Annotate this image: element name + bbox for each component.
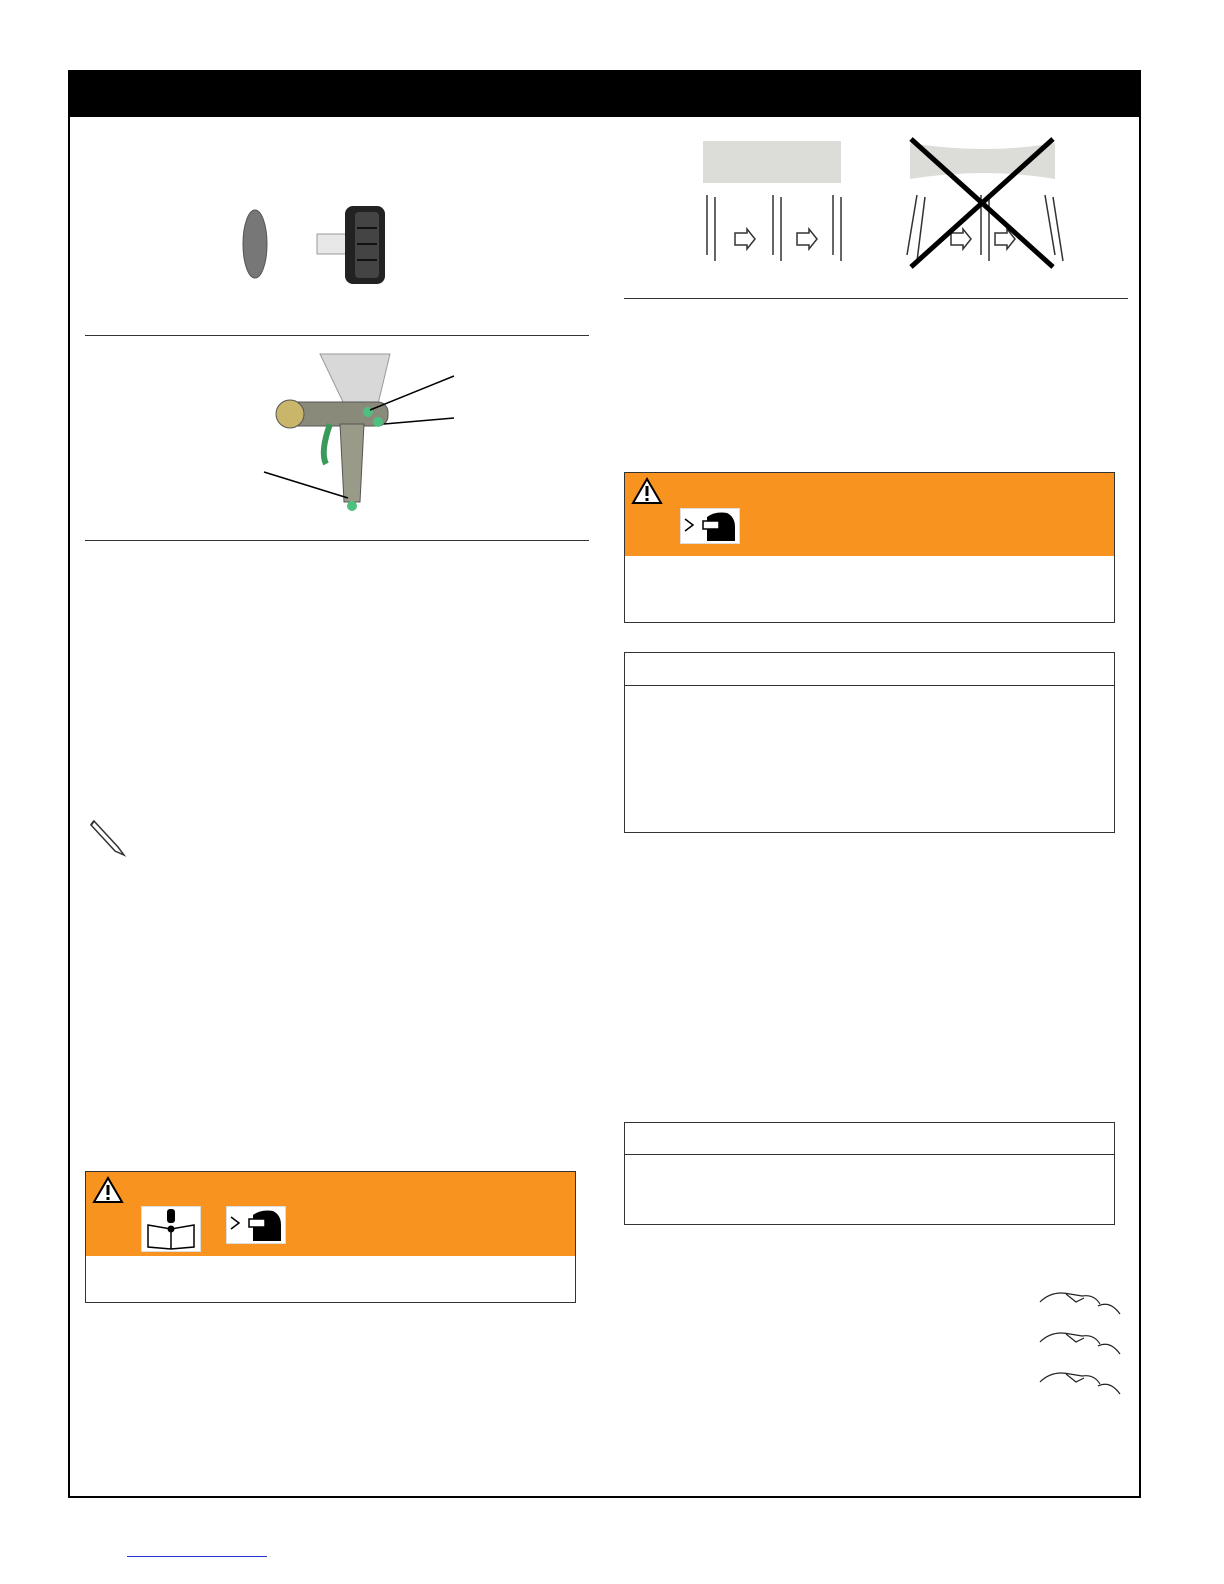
note-pencil-icon (88, 817, 128, 857)
read-manual-icon (141, 1206, 201, 1252)
warning-box-left (85, 1171, 576, 1303)
callout-knob-top (363, 407, 373, 417)
gun-cup (320, 354, 390, 404)
warning-triangle-icon (631, 477, 663, 505)
hand-cleaning-figure (1036, 1284, 1128, 1408)
divider (624, 298, 1128, 299)
warning-triangle-icon (92, 1176, 124, 1204)
gun-trigger (324, 424, 330, 464)
notice-box-1 (624, 652, 1115, 833)
callout-knob-mid (373, 417, 383, 427)
filter-disc (243, 210, 267, 278)
spray-gun-figure (260, 352, 460, 512)
notice-box-2 (624, 1122, 1115, 1225)
divider (85, 540, 589, 541)
filter-cap-figure (235, 198, 395, 290)
callout-knob-bottom (347, 501, 357, 511)
eye-protection-icon (680, 508, 740, 544)
divider (85, 335, 589, 336)
footer-link[interactable] (127, 1556, 267, 1557)
warning-box-right (624, 472, 1115, 623)
header-bar (70, 72, 1139, 117)
gun-handle (340, 424, 364, 502)
eye-protection-icon (226, 1206, 286, 1244)
spray-technique-figure (685, 135, 1085, 275)
correct-pattern (703, 141, 841, 183)
